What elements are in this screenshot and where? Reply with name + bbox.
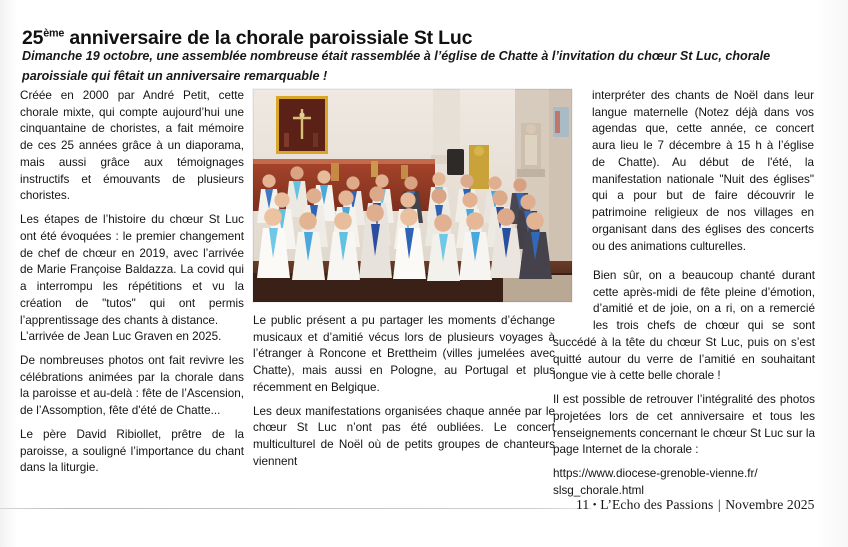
photo-text-wrap-spacer (553, 268, 593, 322)
footer-publication-name: L’Echo des Passions (600, 497, 714, 512)
title-number: 25 (22, 27, 44, 50)
page-footer (576, 497, 815, 513)
body-column-right-bottom (553, 268, 815, 507)
paragraph: Bien sûr, on a beaucoup chanté durant cette après-midi de fête pleine d’émotion, d’amitié et de joie, on a ri, on a remercié les trois chefs de chœur qui se sont succédé à la tête du chœur St Luc, puis on s’est quitté autour du verre de l’amitié en souhaitant longue vie à cette belle chorale ! (553, 269, 815, 383)
paragraph: Il est possible de retrouver l’intégralité des photos projetées lors de cet anniversaire et tous les renseignements concernant le chœur St Luc sur la page Internet de la chorale : (553, 393, 815, 457)
footer-issue-date: Novembre 2025 (725, 497, 815, 512)
footer-divider (0, 508, 592, 509)
title-rest: anniversaire de la chorale paroissiale St Luc (64, 27, 473, 50)
body-column-right-top (592, 88, 814, 262)
body-column-middle (253, 313, 555, 478)
title-ordinal-suffix: ème (43, 27, 65, 40)
paragraph: L’arrivée de Jean Luc Graven en 2025. (20, 330, 222, 344)
paragraph: interpréter des chants de Noël dans leur langue maternelle (Notez déjà dans vos agendas que, cette année, ce concert aura lieu le 7 décembre à 15 h à l’église de Chatte). Au début de l'été, la manifestation nationale "Nuit des églises" qui a pour but de faire découvrir le patrimoine religieux de nos villages en organisant dans des églises des concerts ou des animations culturelles. (592, 89, 814, 253)
choir-photo-illustration (253, 89, 572, 302)
paragraph: Le père David Ribiollet, prêtre de la paroisse, a souligné l’importance du chant dans la liturgie. (20, 427, 244, 475)
paragraph: Les deux manifestations organisées chaque année par le chœur St Luc n’ont pas été oubliées. Le concert multiculturel de Noël où de petits groupes de chanteurs viennent (253, 404, 555, 468)
paragraph: De nombreuses photos ont fait revivre les célébrations animées par la chorale dans la paroisse et au-delà : fête de l’Ascension, de l’Assomption, fête d'été de Chatte... (20, 354, 244, 418)
paragraph: Le public présent a pu partager les moments d’échange musicaux et d’amitié vécus lors de plusieurs voyages à l’étranger à Roncone et Brettheim (villes jumelées avec Chatte), mais aussi en Pologne, au Portugal et plus récemment en Belgique. (253, 314, 555, 394)
paragraph: Les étapes de l’histoire du chœur St Luc ont été évoquées : le premier changement de chef de chœur en 2019, avec l’arrivée de Marie Françoise Baldazza. La covid qui a interrompu les répétitions et vu la création de "tutos" qui ont permis l’apprentissage des chants à distance. (20, 213, 244, 327)
footer-bullet: • (592, 499, 597, 511)
footer-divider-bar: | (717, 497, 721, 512)
paragraph: Créée en 2000 par André Petit, cette chorale mixte, qui compte aujourd’hui une cinquantaine de choristes, a fait mémoire de ces 25 années grâce à un diaporama, mais aussi grâce aux témoignages instructifs et émouvants de plusieurs choristes. (20, 89, 244, 203)
chorale-url[interactable]: https://www.diocese-grenoble-vienne.fr/ slsg_chorale.html (553, 467, 758, 497)
footer-page-number: 11 (576, 497, 590, 512)
article-standfirst: Dimanche 19 octobre, une assemblée nombreuse était rassemblée à l’église de Chatte à l’invitation du chœur St Luc, chorale paroissiale qui fêtait un anniversaire remarquable ! (22, 49, 771, 83)
body-column-left (20, 88, 244, 484)
choir-group-photo (253, 89, 572, 302)
